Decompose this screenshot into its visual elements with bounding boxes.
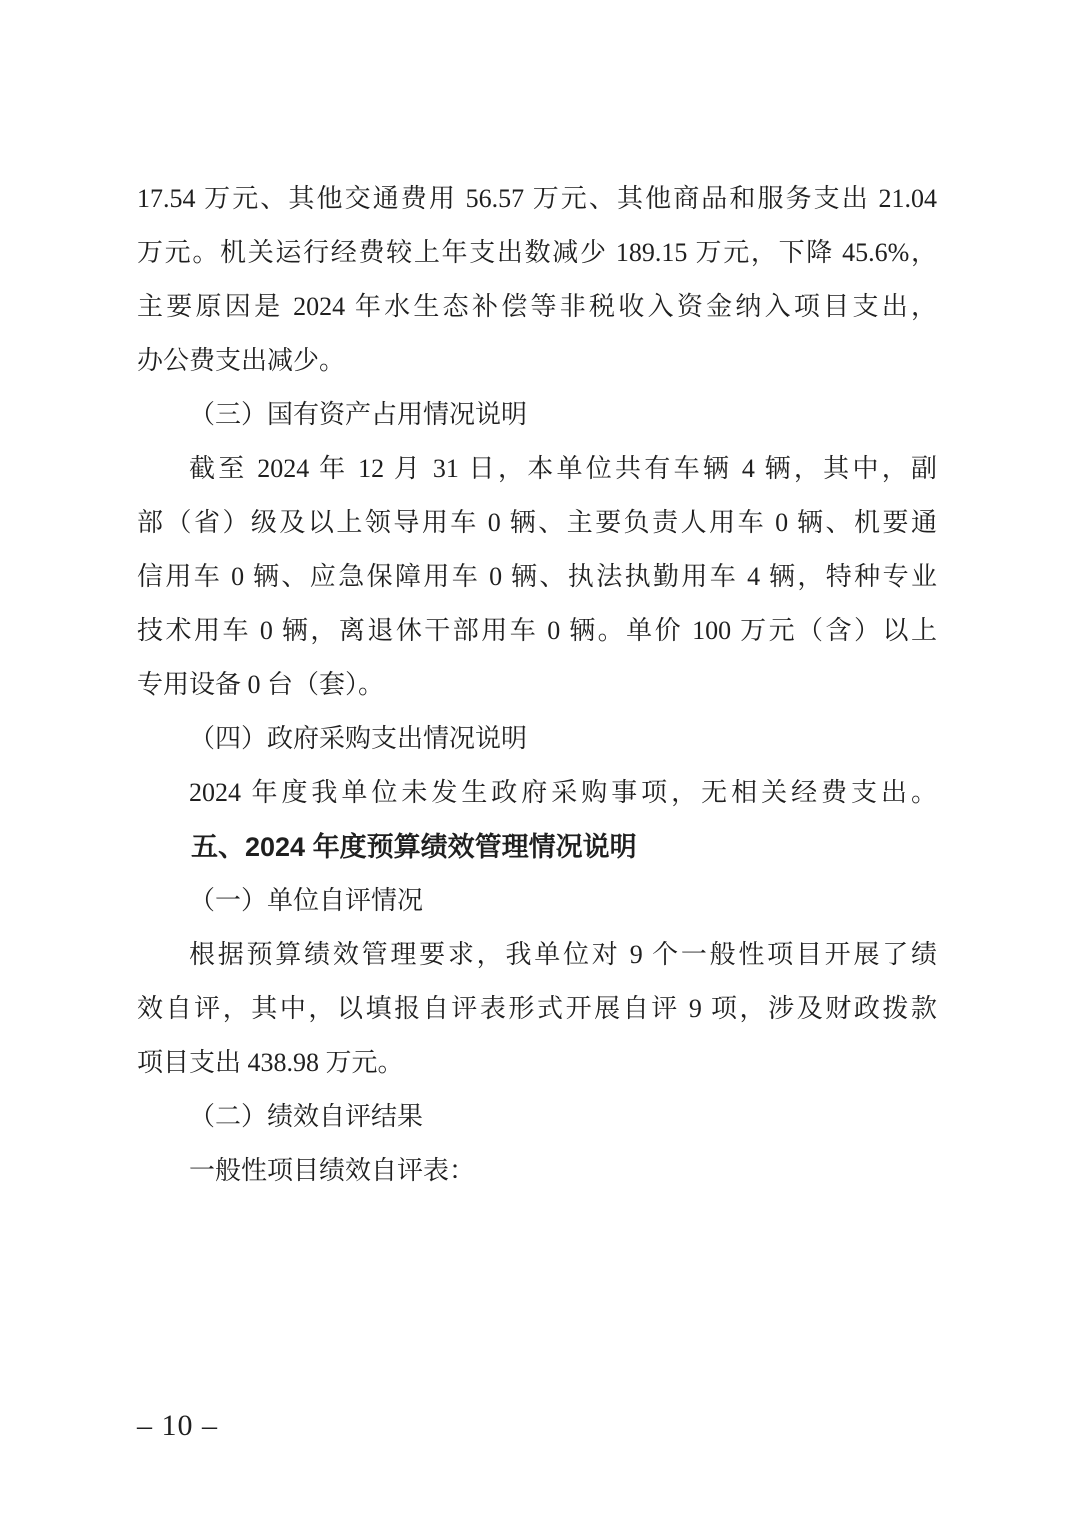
subsection-heading-1: （一）单位自评情况: [189, 886, 424, 915]
subsection-heading-2: （二）绩效自评结果: [189, 1102, 424, 1131]
body-line: 技术用车 0 辆，离退休干部用车 0 辆。单价 100 万元（含）以上: [137, 616, 937, 645]
section-heading-5: 五、2024 年度预算绩效管理情况说明: [191, 832, 637, 862]
body-line: 办公费支出减少。: [137, 346, 346, 375]
body-line: 截至 2024 年 12 月 31 日，本单位共有车辆 4 辆，其中，副: [189, 454, 937, 483]
body-line: 2024 年度我单位未发生政府采购事项，无相关经费支出。: [189, 778, 937, 807]
body-line: 主要原因是 2024 年水生态补偿等非税收入资金纳入项目支出，: [137, 292, 937, 321]
subsection-heading-3: （三）国有资产占用情况说明: [189, 400, 528, 429]
page-number: – 10 –: [137, 1409, 218, 1442]
document-text-block: [137, 172, 937, 1198]
body-line: 专用设备 0 台（套）。: [137, 670, 385, 699]
body-line: 17.54 万元、其他交通费用 56.57 万元、其他商品和服务支出 21.04: [137, 184, 937, 213]
subsection-heading-4: （四）政府采购支出情况说明: [189, 724, 528, 753]
body-line: 万元。机关运行经费较上年支出数减少 189.15 万元，下降 45.6%，: [137, 238, 937, 267]
body-line: 一般性项目绩效自评表：: [189, 1156, 476, 1185]
body-line: 项目支出 438.98 万元。: [137, 1048, 404, 1077]
body-line: 信用车 0 辆、应急保障用车 0 辆、执法执勤用车 4 辆，特种专业: [137, 562, 937, 591]
body-line: 效自评，其中，以填报自评表形式开展自评 9 项，涉及财政拨款: [137, 994, 937, 1023]
body-line: 部（省）级及以上领导用车 0 辆、主要负责人用车 0 辆、机要通: [137, 508, 937, 537]
body-line: 根据预算绩效管理要求，我单位对 9 个一般性项目开展了绩: [189, 940, 937, 969]
